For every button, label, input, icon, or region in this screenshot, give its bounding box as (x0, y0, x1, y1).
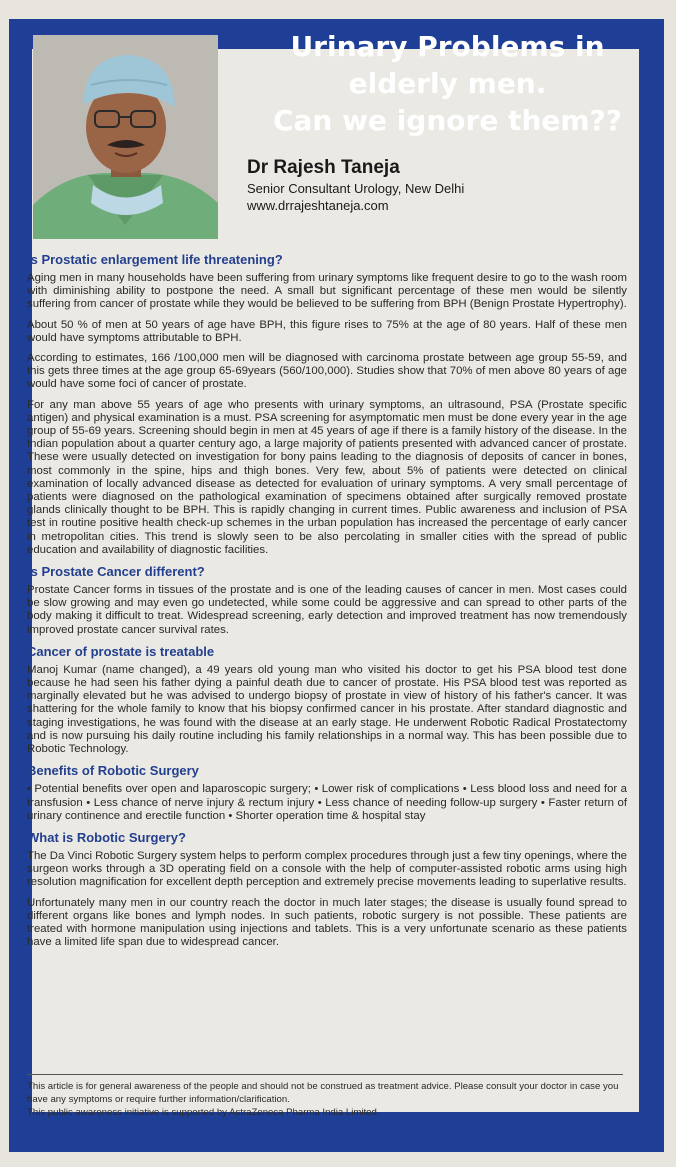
paragraph: The Da Vinci Robotic Surgery system helps to perform complex procedures through just a few tiny openings, where the surgeon works through a 3D operating field on a console with the help of computer-assisted robotic arms using high resolution magnification for excellent depth perception and extremely precise movements leading to superlative results. (27, 849, 627, 889)
author-name: Dr Rajesh Taneja (247, 157, 400, 178)
section-heading-benefits: Benefits of Robotic Surgery (27, 763, 199, 779)
section-heading-prostatic-enlargement: Is Prostatic enlargement life threatening? (27, 252, 283, 267)
article-headline (235, 28, 660, 146)
paragraph: Prostate Cancer forms in tissues of the prostate and is one of the leading causes of cancer in men. Most cases could be slow growing and may even go undetected, while some could be aggressive and can spread to other parts of the body making it difficult to treat. Widespread screening, early detection and improved treatment has now tremendously improved prostate cancer survival rates. (27, 584, 627, 636)
article-footer (27, 1080, 627, 1119)
paragraph: Unfortunately many men in our country reach the doctor in much later stages; the disease is usually found spread to different organs like bones and lymph nodes. In such patients, robotic surgery is not possible. These patients are treated with hormone manipulation using injections and tablets. This is a very unfortunate scenario as these patients have a limited life span due to widespread cancer. (27, 896, 627, 949)
paragraph: About 50 % of men at 50 years of age have BPH, this figure rises to 75% at the age of 80 years. Half of these men would have symptoms attributable to BPH. (27, 318, 627, 344)
author-title: Senior Consultant Urology, New Delhi (247, 181, 465, 196)
headline-line-1: Urinary Problems in (290, 30, 605, 63)
paragraph: Aging men in many households have been suffering from urinary symptoms like frequent desire to go to the wash room with diminishing ability to postpone the need. A small but significant percentage of these men would be silently suffering from cancer of prostate while they would be believed to be suffering from BPH (Benign Prostate Hypertrophy). (27, 272, 627, 311)
footer-disclaimer: This article is for general awareness of the people and should not be construed as treatment advice. Please consult your doctor in case you have any symptoms or require further information/clarification. (27, 1081, 619, 1105)
paragraph: Manoj Kumar (name changed), a 49 years old young man who visited his doctor to get his PSA blood test done because he had seen his father dying a painful death due to cancer of prostate. His PSA blood test was reported as marginally elevated but he was advised to undergo biopsy of prostate in view of history of his father's cancer. It was shattering for the whole family to know that his biopsy confirmed cancer in his prostate. After standard diagnostic and staging investigations, he was found with the disease at an early stage. He underwent Robotic Radical Prostatectomy and is now pursuing his daily routine including his family relationships in a normal way. This has been possible due to Robotic Technology. (27, 663, 627, 756)
headline-line-3: Can we ignore them?? (272, 104, 623, 137)
article-content (27, 252, 627, 956)
section-heading-treatable: Cancer of prostate is treatable (27, 643, 215, 659)
paragraph: For any man above 55 years of age who presents with urinary symptoms, an ultrasound, PSA (Prostate specific antigen) and physical examination is a must. PSA screening for asymptomatic men must be done every year in the age group of 55-69 years. Screening should begin in men at 45 years of age if there is a family history of the disease. In the Indian population about a quarter century ago, a large majority of patients presented with advanced cancer of prostate. These were usually detected on investigation for bony pains leading to the diagnosis of deposits of cancer in bones, most commonly in the spine, hips and thigh bones. Very few, about 5% of patients were detected on clinical examination of locally advanced disease as detected for evaluation of urinary symptoms. A very small percentage of patients were diagnosed on the pathological examination of specimens obtained after surgically removed prostate glands clinically thought to be BPH. This is rapidly changing in current times. Public awareness and inclusion of PSA test in routine positive health check-up schemes in the urban population has increased the percentage of early cancer in metropolitan cities. This trend is slowly seen to be also percolating in smaller cities with the spread of public education and availability of diagnostic facilities. (27, 398, 627, 556)
footer-support: This public awareness initiative is supported by AstraZeneca Pharma India Limited. (27, 1107, 380, 1118)
author-website: www.drrajeshtaneja.com (247, 198, 389, 213)
section-heading-prostate-cancer: Is Prostate Cancer different? (27, 564, 205, 580)
footer-divider (27, 1074, 623, 1075)
paragraph: According to estimates, 166 /100,000 men will be diagnosed with carcinoma prostate between age group 55-59, and this gets three times at the age group 65-69years (560/100,000). Studies show that 70% of men above 80 years of age would have some foci of cancer of prostate. (27, 352, 627, 391)
doctor-portrait-image (33, 35, 218, 239)
paragraph: • Potential benefits over open and laparoscopic surgery; • Lower risk of complications • Less blood loss and need for a transfusion • Less chance of nerve injury & rectum injury • Less chance of needing follow-up surgery • Faster return of urinary continence and erectile function • Shorter operation time & hospital stay (27, 783, 627, 822)
section-heading-robotic-surgery: What is Robotic Surgery? (27, 829, 186, 845)
author-byline (247, 156, 627, 214)
author-photo (33, 35, 218, 239)
headline-line-2: elderly men. (348, 67, 547, 100)
